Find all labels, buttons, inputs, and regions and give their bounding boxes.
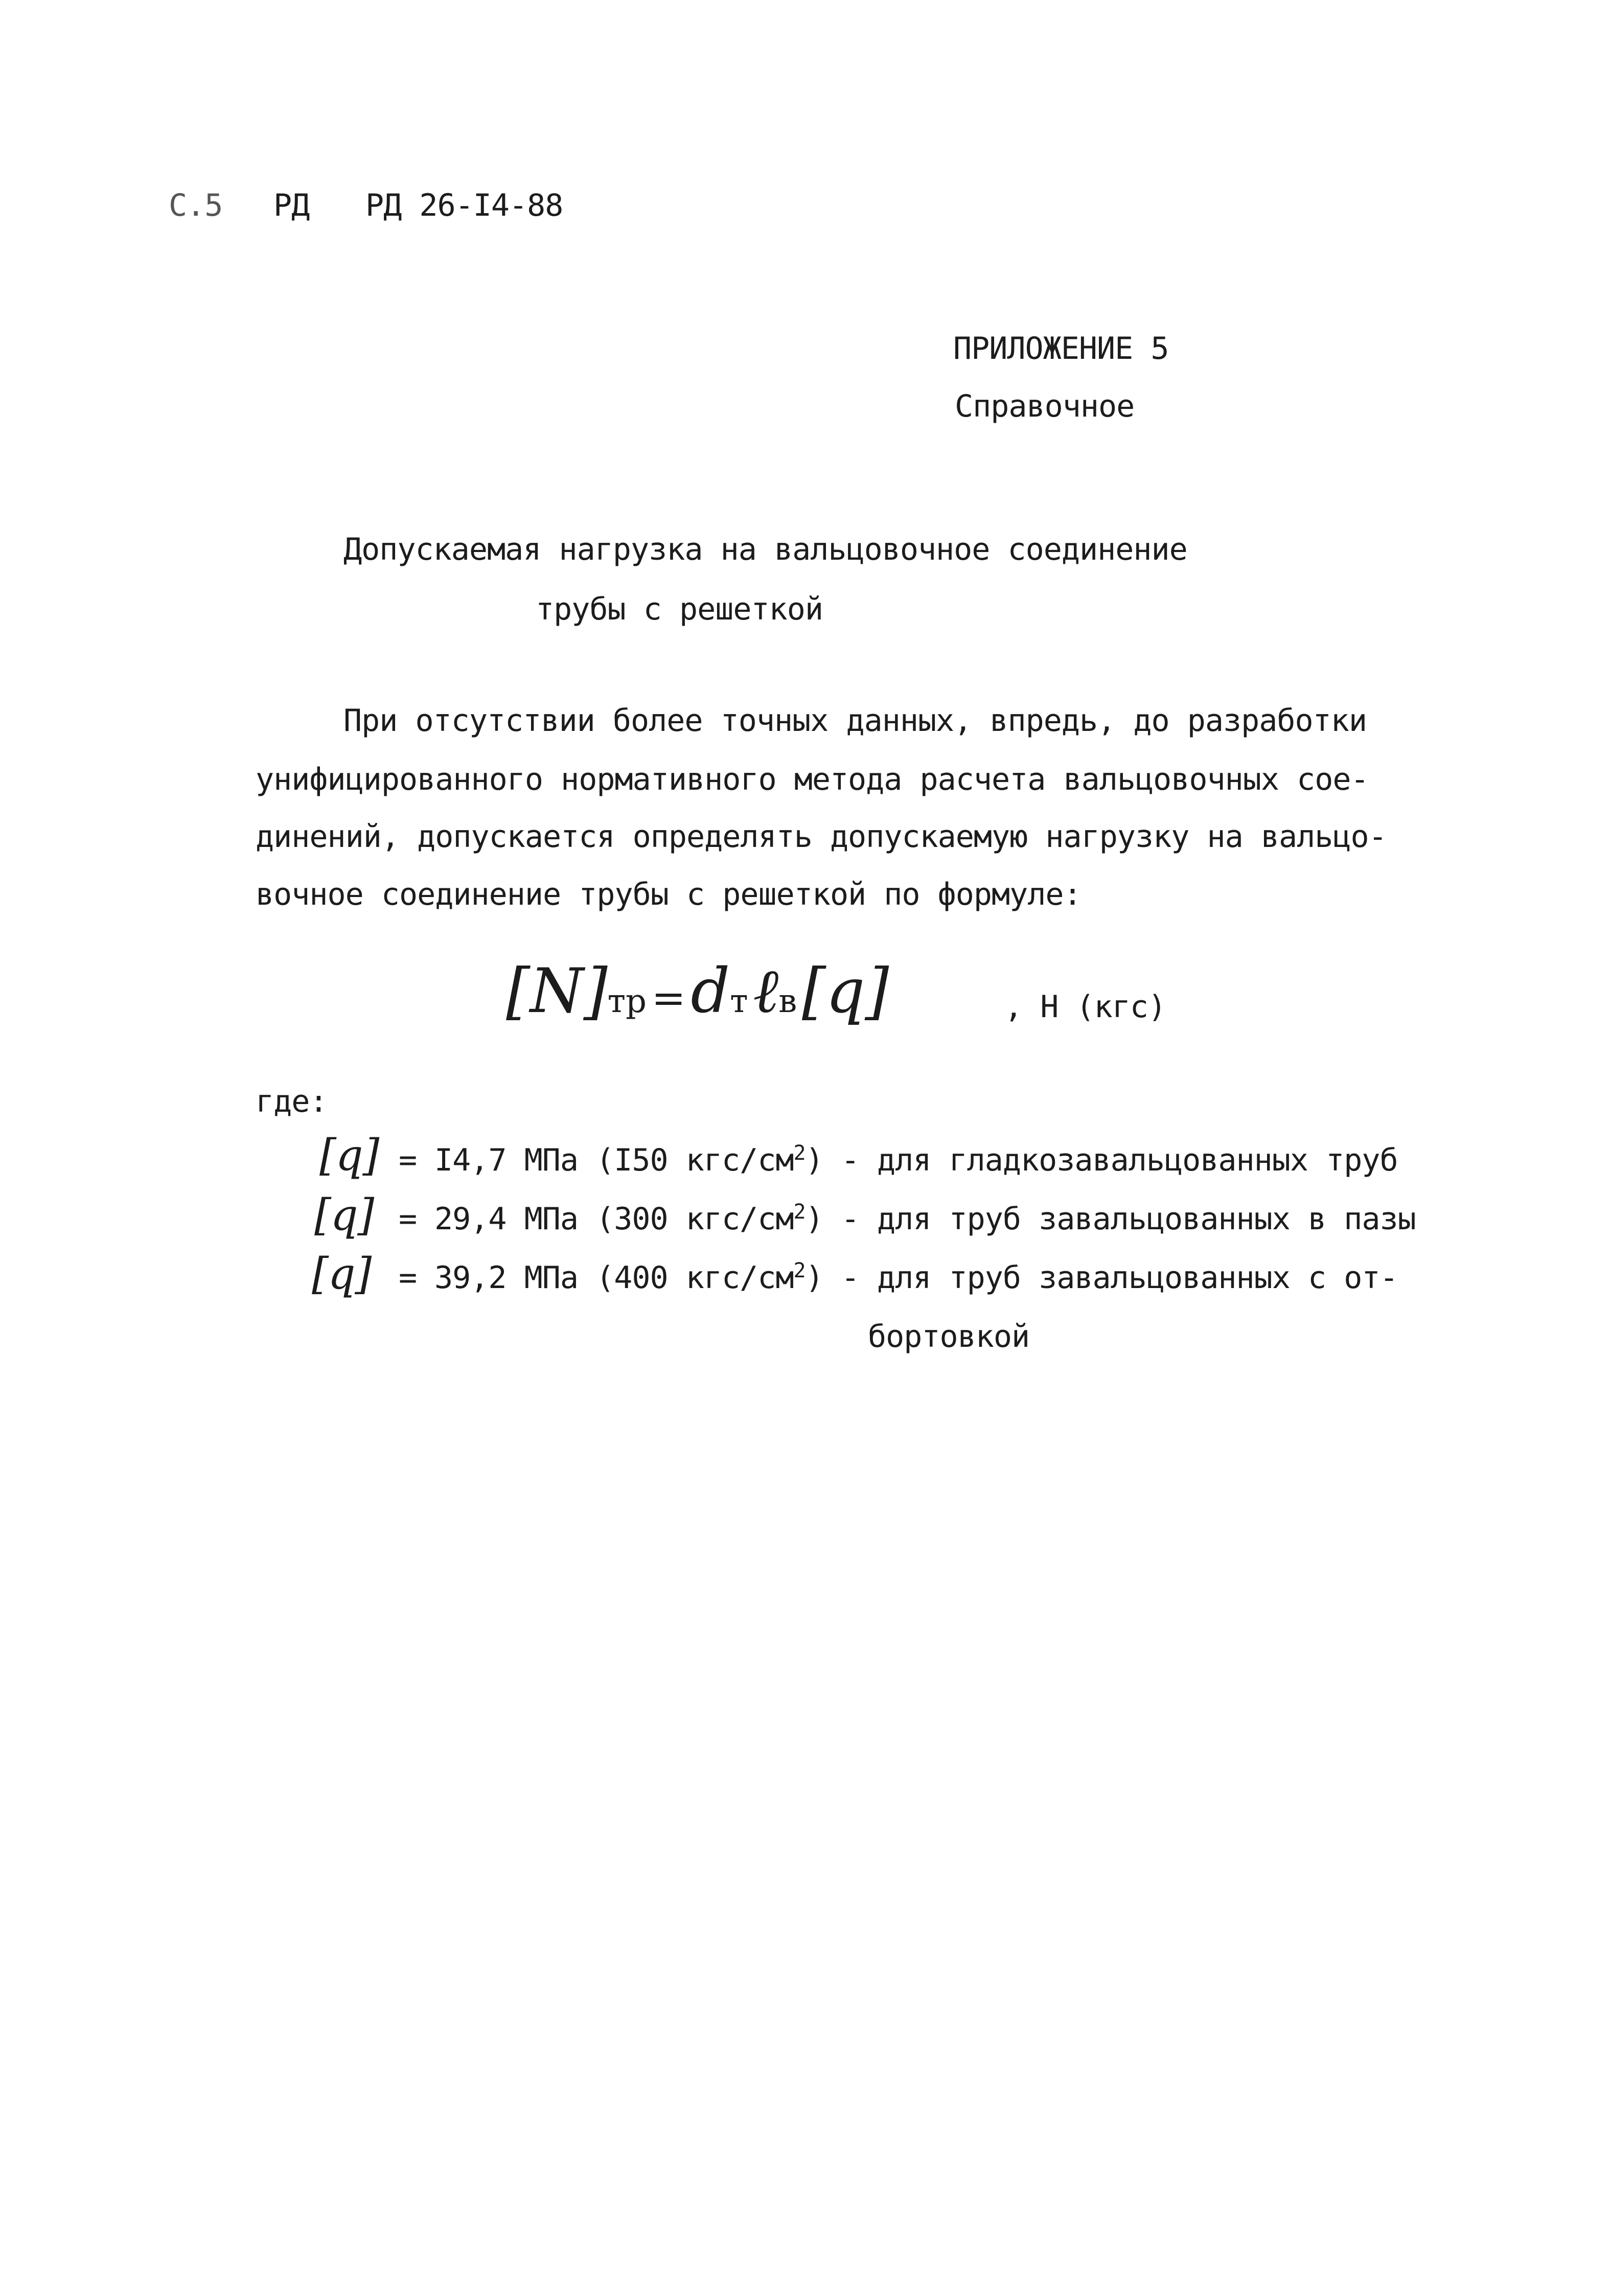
document-short-code: РД bbox=[273, 188, 310, 223]
where-item-equals: = bbox=[399, 1142, 417, 1178]
formula-q: [q] bbox=[801, 956, 889, 1027]
formula-d: d bbox=[691, 956, 730, 1027]
formula-l: ℓ bbox=[753, 956, 779, 1027]
where-item-tail: ) - для труб завальцованных с от- bbox=[805, 1260, 1398, 1296]
formula-l-subscript: в bbox=[778, 982, 797, 1020]
where-item-tail: ) - для труб завальцованных в пазы bbox=[805, 1201, 1416, 1237]
where-item-value: 39,2 МПа (400 кгс/см bbox=[434, 1260, 794, 1296]
heading-line-2: трубы с решеткой bbox=[536, 591, 823, 627]
body-line-4: вочное соединение трубы с решеткой по формуле: bbox=[256, 877, 1082, 912]
document-code: РД 26-І4-88 bbox=[365, 188, 563, 223]
appendix-title: ПРИЛОЖЕНИЕ 5 bbox=[953, 331, 1169, 366]
where-item-equals: = bbox=[399, 1260, 417, 1296]
where-item-value: І4,7 МПа (І50 кгс/см bbox=[434, 1142, 794, 1178]
where-item-symbol: [q] bbox=[312, 1249, 372, 1299]
where-item-symbol: [q] bbox=[319, 1130, 379, 1180]
body-line-3: динений, допускается определять допускаемую нагрузку на вальцо- bbox=[256, 819, 1387, 855]
where-label: где: bbox=[256, 1084, 328, 1119]
body-line-2: унифицированного нормативного метода расчета вальцовочных сое- bbox=[256, 762, 1369, 797]
formula-lhs-subscript: тр bbox=[607, 982, 647, 1020]
where-item-sup: 2 bbox=[793, 1259, 806, 1282]
appendix-subtitle: Справочное bbox=[955, 388, 1135, 424]
formula-equals: = bbox=[651, 974, 686, 1022]
where-item-symbol: [q] bbox=[314, 1190, 374, 1240]
page-number: С.5 bbox=[169, 188, 223, 223]
formula-units: , Н (кгс) bbox=[1004, 989, 1166, 1025]
body-line-1: При отсутствии более точных данных, впредь, до разработки bbox=[343, 703, 1367, 739]
heading-line-1: Допускаемая нагрузка на вальцовочное соединение bbox=[343, 532, 1187, 567]
where-item-text bbox=[434, 1259, 1398, 1296]
where-item-text bbox=[434, 1141, 1398, 1178]
formula-d-subscript: т bbox=[730, 982, 748, 1020]
where-item-text bbox=[434, 1200, 1416, 1237]
where-item-sup: 2 bbox=[793, 1141, 806, 1165]
where-item-tail: ) - для гладкозавальцованных труб bbox=[805, 1142, 1398, 1178]
where-item-sup: 2 bbox=[793, 1200, 806, 1224]
where-item-value: 29,4 МПа (300 кгс/см bbox=[434, 1201, 794, 1237]
where-item-equals: = bbox=[399, 1201, 417, 1237]
where-continuation: бортовкой bbox=[868, 1319, 1030, 1354]
formula bbox=[506, 956, 889, 1038]
formula-lhs: [N] bbox=[506, 956, 608, 1027]
